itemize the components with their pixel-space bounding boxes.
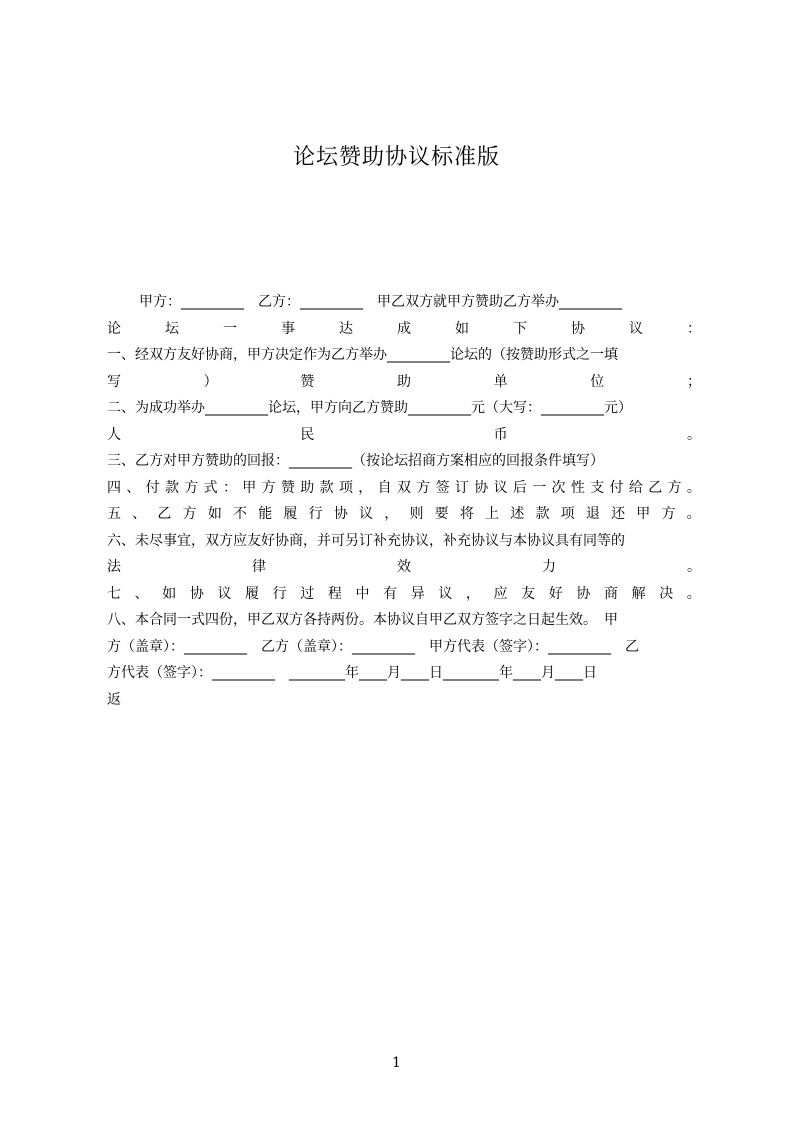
- body-char: 、: [126, 479, 141, 496]
- body-char: 民: [300, 426, 315, 443]
- body-char: 中: [355, 585, 370, 602]
- body-char: 。: [686, 506, 701, 522]
- body-char: 商: [603, 585, 618, 602]
- body-char: ：: [222, 479, 237, 496]
- body-char: 给: [628, 479, 643, 496]
- body-char: 助: [300, 479, 315, 496]
- body-line: [107, 475, 701, 502]
- body-char: 方: [182, 506, 197, 522]
- body-char: ）: [203, 373, 218, 390]
- body-char: 退: [585, 506, 600, 522]
- body-char: 过: [300, 585, 315, 602]
- body-char: 。: [686, 479, 701, 496]
- body-char: 解: [631, 585, 646, 602]
- body-char: 友: [521, 585, 536, 602]
- body-char: 币: [493, 426, 508, 443]
- body-char: 自: [377, 479, 392, 496]
- body-char: 履: [283, 506, 298, 522]
- body-char: 如: [162, 585, 177, 602]
- body-char: 应: [493, 585, 508, 602]
- document-title: 论坛赞助协议标准版: [292, 145, 500, 170]
- body-char: 程: [327, 585, 342, 602]
- body-line: 三、乙方对甲方赞助的回报：_________（按论坛招商方案相应的回报条件填写）: [107, 453, 604, 469]
- body-char: 赞: [300, 373, 315, 390]
- body-char: 式: [203, 479, 218, 496]
- body-line: [107, 581, 701, 608]
- body-char: 。: [686, 585, 701, 602]
- body-char: 后: [512, 479, 527, 496]
- body-char: 七: [107, 585, 121, 602]
- body-char: 方: [261, 479, 276, 496]
- body-char: 成: [397, 320, 411, 337]
- page-number: 1: [392, 1055, 401, 1071]
- body-char: 款: [164, 479, 179, 496]
- body-char: 协: [474, 479, 489, 496]
- body-char: 法: [107, 559, 121, 575]
- body-char: 助: [396, 373, 411, 390]
- body-char: 付: [145, 479, 160, 496]
- body-char: 乙: [648, 479, 663, 496]
- body-char: 付: [609, 479, 624, 496]
- body-char: 、: [132, 506, 147, 522]
- body-line: 方代表（签字）：_________ ________年____月____日________年____月____日: [107, 665, 597, 681]
- body-char: ：: [687, 320, 701, 337]
- body-char: 一: [532, 479, 547, 496]
- body-char: 异: [410, 585, 425, 602]
- body-line: [107, 554, 701, 581]
- body-char: 甲: [242, 479, 257, 496]
- body-line: [107, 422, 701, 449]
- body-char: 上: [485, 506, 500, 522]
- body-line: [107, 316, 701, 343]
- body-char: 性: [570, 479, 585, 496]
- body-char: 方: [184, 479, 199, 496]
- body-line: 方（盖章）：_________ 乙方（盖章）：_________ 甲方代表（签字）：_________ 乙: [107, 638, 639, 655]
- body-char: 效: [397, 559, 411, 575]
- body-char: 议: [493, 479, 508, 496]
- body-char: 行: [272, 585, 287, 602]
- body-char: 论: [107, 320, 121, 337]
- body-line: 二、为成功举办_________论坛，甲方向乙方赞助_________元（大写：_________元）: [107, 400, 632, 416]
- body-char: 协: [189, 585, 204, 602]
- body-line: 返: [107, 691, 121, 708]
- body-char: 一: [223, 320, 237, 337]
- body-char: 律: [252, 559, 266, 575]
- body-char: 议: [438, 585, 453, 602]
- body-char: 方: [416, 479, 431, 496]
- body-char: 项: [560, 506, 575, 522]
- body-char: 单: [493, 373, 508, 390]
- body-char: 不: [233, 506, 248, 522]
- body-char: 下: [513, 320, 527, 337]
- body-char: 达: [339, 320, 353, 337]
- body-char: 、: [134, 585, 149, 602]
- body-char: 。: [687, 559, 701, 575]
- body-char: 协: [576, 585, 591, 602]
- body-char: 协: [571, 320, 585, 337]
- body-char: 能: [258, 506, 273, 522]
- body-char: 议: [629, 320, 643, 337]
- body-line: 八、本合同一式四份，甲乙双方各持两份。本协议自甲乙双方签字之日起生效。 甲: [107, 612, 618, 628]
- body-char: 行: [308, 506, 323, 522]
- body-char: 款: [319, 479, 334, 496]
- body-char: 如: [455, 320, 469, 337]
- body-char: ，: [358, 479, 373, 496]
- body-line: [107, 501, 701, 528]
- body-char: 力: [542, 559, 556, 575]
- body-line: 甲方：_________ 乙方：_________ 甲乙双方就甲方赞助乙方举办_________: [139, 294, 622, 310]
- body-char: 签: [435, 479, 450, 496]
- body-char: 则: [409, 506, 424, 522]
- body-char: 五: [107, 506, 121, 522]
- body-line: 六、未尽事宜，双方应友好协商，并可另订补充协议，补充协议与本协议具有同等的: [107, 532, 625, 549]
- body-char: 述: [510, 506, 525, 522]
- body-char: 议: [217, 585, 232, 602]
- body-char: 人: [107, 426, 121, 443]
- body-char: ，: [384, 506, 399, 522]
- body-char: 四: [107, 479, 121, 496]
- body-char: 方: [667, 479, 682, 496]
- body-char: 要: [434, 506, 449, 522]
- body-char: 履: [245, 585, 260, 602]
- body-char: 甲: [636, 506, 651, 522]
- body-char: 款: [535, 506, 550, 522]
- body-char: ，: [465, 585, 480, 602]
- body-char: 还: [611, 506, 626, 522]
- body-char: 决: [659, 585, 674, 602]
- body-char: 协: [333, 506, 348, 522]
- body-char: 赞: [280, 479, 295, 496]
- body-char: 议: [359, 506, 374, 522]
- body-char: 乙: [157, 506, 172, 522]
- body-char: 方: [661, 506, 676, 522]
- body-char: 双: [396, 479, 411, 496]
- body-char: 位: [590, 373, 605, 390]
- body-char: 次: [551, 479, 566, 496]
- body-char: 如: [207, 506, 222, 522]
- body-char: 写: [107, 373, 121, 390]
- body-char: 项: [338, 479, 353, 496]
- body-char: 。: [686, 426, 701, 443]
- body-char: 好: [548, 585, 563, 602]
- body-line: 一、经双方友好协商，甲方决定作为乙方举办_________论坛的（按赞助形式之一填: [107, 347, 618, 363]
- body-char: 事: [281, 320, 295, 337]
- body-char: 坛: [165, 320, 179, 337]
- body-line: [107, 369, 701, 396]
- body-char: 订: [454, 479, 469, 496]
- document-body: [107, 289, 701, 713]
- body-char: 支: [590, 479, 605, 496]
- body-char: 有: [383, 585, 398, 602]
- body-char: 将: [459, 506, 474, 522]
- body-char: ；: [686, 373, 701, 390]
